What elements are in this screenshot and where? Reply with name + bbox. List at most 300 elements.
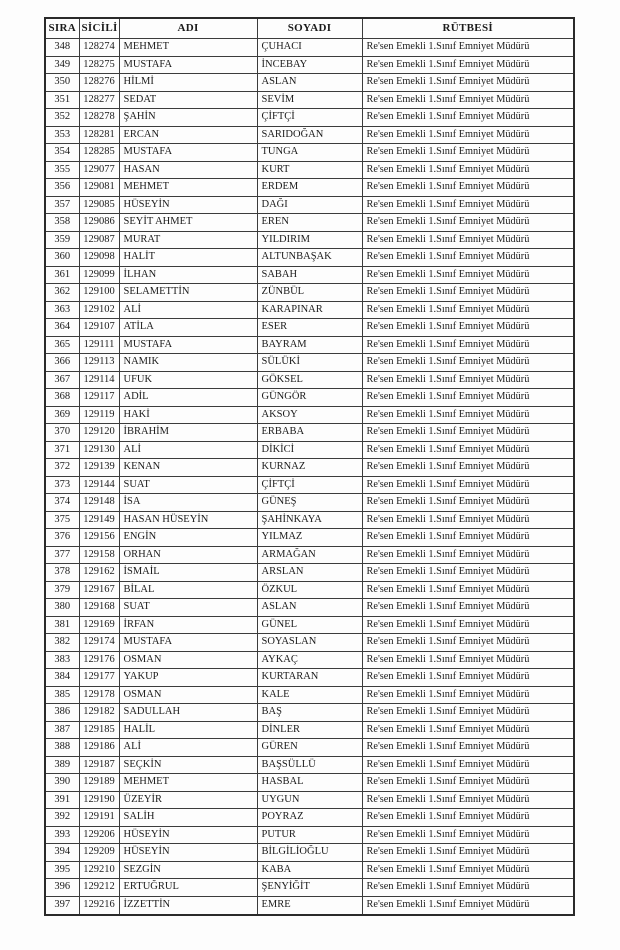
sira-cell: 390 — [45, 774, 79, 792]
table-row — [45, 476, 574, 494]
rutbe-cell: Re'sen Emekli 1.Sınıf Emniyet Müdürü — [362, 704, 574, 722]
sira-cell: 349 — [45, 56, 79, 74]
rutbe-cell: Re'sen Emekli 1.Sınıf Emniyet Müdürü — [362, 109, 574, 127]
soyadi-cell: SÜLÜKİ — [257, 354, 362, 372]
soyadi-cell: ESER — [257, 319, 362, 337]
sicil-cell: 129119 — [79, 406, 119, 424]
soyadi-cell: YILMAZ — [257, 529, 362, 547]
sira-cell: 379 — [45, 581, 79, 599]
table-row — [45, 844, 574, 862]
adi-cell: MURAT — [119, 231, 257, 249]
sicil-cell: 129174 — [79, 634, 119, 652]
soyadi-cell: KURNAZ — [257, 459, 362, 477]
adi-cell: ALİ — [119, 301, 257, 319]
rutbe-cell: Re'sen Emekli 1.Sınıf Emniyet Müdürü — [362, 354, 574, 372]
sira-cell: 359 — [45, 231, 79, 249]
soyadi-cell: ARMAĞAN — [257, 546, 362, 564]
rutbe-cell: Re'sen Emekli 1.Sınıf Emniyet Müdürü — [362, 249, 574, 267]
sicil-cell: 129148 — [79, 494, 119, 512]
sicil-cell: 129117 — [79, 389, 119, 407]
sira-cell: 368 — [45, 389, 79, 407]
rutbe-cell: Re'sen Emekli 1.Sınıf Emniyet Müdürü — [362, 74, 574, 92]
soyadi-cell: GÖKSEL — [257, 371, 362, 389]
rutbe-cell: Re'sen Emekli 1.Sınıf Emniyet Müdürü — [362, 809, 574, 827]
table-row — [45, 371, 574, 389]
soyadi-cell: AKSOY — [257, 406, 362, 424]
rutbe-cell: Re'sen Emekli 1.Sınıf Emniyet Müdürü — [362, 634, 574, 652]
sicil-cell: 129130 — [79, 441, 119, 459]
sira-cell: 388 — [45, 739, 79, 757]
rutbe-cell: Re'sen Emekli 1.Sınıf Emniyet Müdürü — [362, 686, 574, 704]
soyadi-cell: ÇUHACI — [257, 39, 362, 57]
sira-cell: 363 — [45, 301, 79, 319]
sira-cell: 373 — [45, 476, 79, 494]
soyadi-cell: HASBAL — [257, 774, 362, 792]
adi-cell: MUSTAFA — [119, 336, 257, 354]
rutbe-cell: Re'sen Emekli 1.Sınıf Emniyet Müdürü — [362, 266, 574, 284]
adi-cell: ENGİN — [119, 529, 257, 547]
rutbe-cell: Re'sen Emekli 1.Sınıf Emniyet Müdürü — [362, 861, 574, 879]
sicil-cell: 129177 — [79, 669, 119, 687]
soyadi-cell: TUNGA — [257, 144, 362, 162]
adi-cell: HÜSEYİN — [119, 826, 257, 844]
soyadi-cell: ASLAN — [257, 74, 362, 92]
sicil-cell: 129111 — [79, 336, 119, 354]
adi-cell: MUSTAFA — [119, 56, 257, 74]
table-row — [45, 511, 574, 529]
table-row — [45, 441, 574, 459]
rutbe-cell: Re'sen Emekli 1.Sınıf Emniyet Müdürü — [362, 756, 574, 774]
sicil-cell: 129185 — [79, 721, 119, 739]
sira-cell: 369 — [45, 406, 79, 424]
sicil-cell: 129113 — [79, 354, 119, 372]
sicil-cell: 129077 — [79, 161, 119, 179]
sira-cell: 385 — [45, 686, 79, 704]
adi-cell: İRFAN — [119, 616, 257, 634]
sira-cell: 386 — [45, 704, 79, 722]
rutbe-cell: Re'sen Emekli 1.Sınıf Emniyet Müdürü — [362, 179, 574, 197]
sira-cell: 365 — [45, 336, 79, 354]
rutbe-cell: Re'sen Emekli 1.Sınıf Emniyet Müdürü — [362, 651, 574, 669]
rutbe-cell: Re'sen Emekli 1.Sınıf Emniyet Müdürü — [362, 371, 574, 389]
table-row — [45, 616, 574, 634]
sicil-cell: 129182 — [79, 704, 119, 722]
soyadi-cell: ÖZKUL — [257, 581, 362, 599]
rutbe-cell: Re'sen Emekli 1.Sınıf Emniyet Müdürü — [362, 126, 574, 144]
sicil-cell: 128276 — [79, 74, 119, 92]
soyadi-cell: DİKİCİ — [257, 441, 362, 459]
sicil-cell: 129107 — [79, 319, 119, 337]
rutbe-cell: Re'sen Emekli 1.Sınıf Emniyet Müdürü — [362, 441, 574, 459]
sicil-cell: 129176 — [79, 651, 119, 669]
rutbe-cell: Re'sen Emekli 1.Sınıf Emniyet Müdürü — [362, 196, 574, 214]
sicil-cell: 129168 — [79, 599, 119, 617]
table-row — [45, 214, 574, 232]
table-row — [45, 424, 574, 442]
sicil-cell: 129087 — [79, 231, 119, 249]
sicil-cell: 128285 — [79, 144, 119, 162]
table-row — [45, 56, 574, 74]
sira-cell: 394 — [45, 844, 79, 862]
table-row — [45, 336, 574, 354]
soyadi-cell: İNCEBAY — [257, 56, 362, 74]
rutbe-cell: Re'sen Emekli 1.Sınıf Emniyet Müdürü — [362, 511, 574, 529]
adi-cell: İSA — [119, 494, 257, 512]
table-row — [45, 721, 574, 739]
sicil-cell: 128281 — [79, 126, 119, 144]
soyadi-cell: KABA — [257, 861, 362, 879]
sicil-cell: 128278 — [79, 109, 119, 127]
rutbe-cell: Re'sen Emekli 1.Sınıf Emniyet Müdürü — [362, 91, 574, 109]
adi-cell: İZZETTİN — [119, 896, 257, 915]
sira-cell: 362 — [45, 284, 79, 302]
soyadi-cell: ALTUNBAŞAK — [257, 249, 362, 267]
table-row — [45, 494, 574, 512]
column-header-rutbe: RÜTBESİ — [362, 18, 574, 39]
sicil-cell: 129210 — [79, 861, 119, 879]
column-header-adi: ADI — [119, 18, 257, 39]
table-row — [45, 704, 574, 722]
adi-cell: ERCAN — [119, 126, 257, 144]
sira-cell: 397 — [45, 896, 79, 915]
rutbe-cell: Re'sen Emekli 1.Sınıf Emniyet Müdürü — [362, 826, 574, 844]
soyadi-cell: SEVİM — [257, 91, 362, 109]
sira-cell: 348 — [45, 39, 79, 57]
sicil-cell: 129102 — [79, 301, 119, 319]
adi-cell: MUSTAFA — [119, 144, 257, 162]
table-row — [45, 791, 574, 809]
rutbe-cell: Re'sen Emekli 1.Sınıf Emniyet Müdürü — [362, 774, 574, 792]
sicil-cell: 128275 — [79, 56, 119, 74]
sira-cell: 372 — [45, 459, 79, 477]
soyadi-cell: GÜNEL — [257, 616, 362, 634]
adi-cell: HAKİ — [119, 406, 257, 424]
sicil-cell: 129209 — [79, 844, 119, 862]
adi-cell: HASAN — [119, 161, 257, 179]
sira-cell: 376 — [45, 529, 79, 547]
column-header-sira: SIRA — [45, 18, 79, 39]
rutbe-cell: Re'sen Emekli 1.Sınıf Emniyet Müdürü — [362, 494, 574, 512]
rutbe-cell: Re'sen Emekli 1.Sınıf Emniyet Müdürü — [362, 319, 574, 337]
sicil-cell: 129100 — [79, 284, 119, 302]
sicil-cell: 129149 — [79, 511, 119, 529]
sicil-cell: 129216 — [79, 896, 119, 915]
sicil-cell: 129186 — [79, 739, 119, 757]
sira-cell: 387 — [45, 721, 79, 739]
table-body — [45, 39, 574, 916]
adi-cell: SEÇKİN — [119, 756, 257, 774]
rutbe-cell: Re'sen Emekli 1.Sınıf Emniyet Müdürü — [362, 336, 574, 354]
table-row — [45, 91, 574, 109]
soyadi-cell: GÜNGÖR — [257, 389, 362, 407]
soyadi-cell: BAYRAM — [257, 336, 362, 354]
sira-cell: 382 — [45, 634, 79, 652]
sicil-cell: 129162 — [79, 564, 119, 582]
adi-cell: ATİLA — [119, 319, 257, 337]
sira-cell: 366 — [45, 354, 79, 372]
sicil-cell: 129114 — [79, 371, 119, 389]
table-row — [45, 879, 574, 897]
soyadi-cell: EMRE — [257, 896, 362, 915]
sira-cell: 396 — [45, 879, 79, 897]
sira-cell: 383 — [45, 651, 79, 669]
table-row — [45, 179, 574, 197]
adi-cell: SEZGİN — [119, 861, 257, 879]
adi-cell: ORHAN — [119, 546, 257, 564]
sicil-cell: 129081 — [79, 179, 119, 197]
adi-cell: BİLAL — [119, 581, 257, 599]
sira-cell: 371 — [45, 441, 79, 459]
table-row — [45, 739, 574, 757]
adi-cell: ADİL — [119, 389, 257, 407]
soyadi-cell: KARAPINAR — [257, 301, 362, 319]
adi-cell: ERTUĞRUL — [119, 879, 257, 897]
adi-cell: UFUK — [119, 371, 257, 389]
sicil-cell: 129120 — [79, 424, 119, 442]
table-row — [45, 231, 574, 249]
table-row — [45, 651, 574, 669]
soyadi-cell: YILDIRIM — [257, 231, 362, 249]
table-row — [45, 669, 574, 687]
sira-cell: 353 — [45, 126, 79, 144]
soyadi-cell: KALE — [257, 686, 362, 704]
table-row — [45, 774, 574, 792]
adi-cell: MEHMET — [119, 39, 257, 57]
adi-cell: İBRAHİM — [119, 424, 257, 442]
sira-cell: 357 — [45, 196, 79, 214]
sicil-cell: 129086 — [79, 214, 119, 232]
sira-cell: 374 — [45, 494, 79, 512]
adi-cell: HASAN HÜSEYİN — [119, 511, 257, 529]
adi-cell: HÜSEYİN — [119, 844, 257, 862]
soyadi-cell: EREN — [257, 214, 362, 232]
sira-cell: 377 — [45, 546, 79, 564]
table-row — [45, 529, 574, 547]
sira-cell: 360 — [45, 249, 79, 267]
rutbe-cell: Re'sen Emekli 1.Sınıf Emniyet Müdürü — [362, 564, 574, 582]
table-row — [45, 196, 574, 214]
table-row — [45, 459, 574, 477]
rutbe-cell: Re'sen Emekli 1.Sınıf Emniyet Müdürü — [362, 459, 574, 477]
adi-cell: HALİL — [119, 721, 257, 739]
table-row — [45, 284, 574, 302]
table-row — [45, 581, 574, 599]
table-row — [45, 826, 574, 844]
rutbe-cell: Re'sen Emekli 1.Sınıf Emniyet Müdürü — [362, 301, 574, 319]
sicil-cell: 128274 — [79, 39, 119, 57]
table-row — [45, 161, 574, 179]
soyadi-cell: ÇİFTÇİ — [257, 109, 362, 127]
soyadi-cell: DAĞI — [257, 196, 362, 214]
sira-cell: 352 — [45, 109, 79, 127]
sicil-cell: 129212 — [79, 879, 119, 897]
sira-cell: 378 — [45, 564, 79, 582]
adi-cell: YAKUP — [119, 669, 257, 687]
sicil-cell: 129178 — [79, 686, 119, 704]
adi-cell: İSMAİL — [119, 564, 257, 582]
rutbe-cell: Re'sen Emekli 1.Sınıf Emniyet Müdürü — [362, 844, 574, 862]
sicil-cell: 129187 — [79, 756, 119, 774]
sicil-cell: 129144 — [79, 476, 119, 494]
sicil-cell: 129169 — [79, 616, 119, 634]
sira-cell: 380 — [45, 599, 79, 617]
soyadi-cell: BAŞSÜLLÜ — [257, 756, 362, 774]
rutbe-cell: Re'sen Emekli 1.Sınıf Emniyet Müdürü — [362, 791, 574, 809]
sira-cell: 350 — [45, 74, 79, 92]
sicil-cell: 129139 — [79, 459, 119, 477]
rutbe-cell: Re'sen Emekli 1.Sınıf Emniyet Müdürü — [362, 39, 574, 57]
soyadi-cell: ŞAHİNKAYA — [257, 511, 362, 529]
soyadi-cell: ERBABA — [257, 424, 362, 442]
adi-cell: SUAT — [119, 599, 257, 617]
sira-cell: 395 — [45, 861, 79, 879]
table-row — [45, 109, 574, 127]
table-row — [45, 809, 574, 827]
table-row — [45, 389, 574, 407]
adi-cell: SELAMETTİN — [119, 284, 257, 302]
sira-cell: 375 — [45, 511, 79, 529]
adi-cell: ALİ — [119, 739, 257, 757]
table-row — [45, 406, 574, 424]
rutbe-cell: Re'sen Emekli 1.Sınıf Emniyet Müdürü — [362, 144, 574, 162]
sira-cell: 389 — [45, 756, 79, 774]
rutbe-cell: Re'sen Emekli 1.Sınıf Emniyet Müdürü — [362, 879, 574, 897]
sira-cell: 381 — [45, 616, 79, 634]
soyadi-cell: ZÜNBÜL — [257, 284, 362, 302]
adi-cell: MEHMET — [119, 179, 257, 197]
table-row — [45, 319, 574, 337]
table-row — [45, 599, 574, 617]
soyadi-cell: ERDEM — [257, 179, 362, 197]
adi-cell: SUAT — [119, 476, 257, 494]
soyadi-cell: SARIDOĞAN — [257, 126, 362, 144]
soyadi-cell: GÜREN — [257, 739, 362, 757]
table-row — [45, 564, 574, 582]
rutbe-cell: Re'sen Emekli 1.Sınıf Emniyet Müdürü — [362, 476, 574, 494]
soyadi-cell: POYRAZ — [257, 809, 362, 827]
rutbe-cell: Re'sen Emekli 1.Sınıf Emniyet Müdürü — [362, 669, 574, 687]
rutbe-cell: Re'sen Emekli 1.Sınıf Emniyet Müdürü — [362, 406, 574, 424]
sicil-cell: 129156 — [79, 529, 119, 547]
sicil-cell: 129158 — [79, 546, 119, 564]
sicil-cell: 129189 — [79, 774, 119, 792]
rutbe-cell: Re'sen Emekli 1.Sınıf Emniyet Müdürü — [362, 896, 574, 915]
soyadi-cell: PUTUR — [257, 826, 362, 844]
column-header-sicil: SİCİLİ — [79, 18, 119, 39]
column-header-soyadi: SOYADI — [257, 18, 362, 39]
adi-cell: ALİ — [119, 441, 257, 459]
rutbe-cell: Re'sen Emekli 1.Sınıf Emniyet Müdürü — [362, 424, 574, 442]
table-row — [45, 301, 574, 319]
table-row — [45, 546, 574, 564]
adi-cell: MEHMET — [119, 774, 257, 792]
rutbe-cell: Re'sen Emekli 1.Sınıf Emniyet Müdürü — [362, 231, 574, 249]
adi-cell: HİLMİ — [119, 74, 257, 92]
soyadi-cell: ŞENYİĞİT — [257, 879, 362, 897]
personnel-table-container — [44, 17, 573, 916]
table-row — [45, 861, 574, 879]
rutbe-cell: Re'sen Emekli 1.Sınıf Emniyet Müdürü — [362, 721, 574, 739]
sira-cell: 391 — [45, 791, 79, 809]
table-row — [45, 634, 574, 652]
soyadi-cell: KURT — [257, 161, 362, 179]
adi-cell: SALİH — [119, 809, 257, 827]
sira-cell: 393 — [45, 826, 79, 844]
soyadi-cell: ARSLAN — [257, 564, 362, 582]
rutbe-cell: Re'sen Emekli 1.Sınıf Emniyet Müdürü — [362, 581, 574, 599]
table-row — [45, 249, 574, 267]
rutbe-cell: Re'sen Emekli 1.Sınıf Emniyet Müdürü — [362, 56, 574, 74]
sira-cell: 361 — [45, 266, 79, 284]
sira-cell: 358 — [45, 214, 79, 232]
sira-cell: 384 — [45, 669, 79, 687]
table-row — [45, 74, 574, 92]
adi-cell: OSMAN — [119, 686, 257, 704]
sira-cell: 370 — [45, 424, 79, 442]
adi-cell: MUSTAFA — [119, 634, 257, 652]
table-row — [45, 39, 574, 57]
adi-cell: OSMAN — [119, 651, 257, 669]
sira-cell: 351 — [45, 91, 79, 109]
sira-cell: 392 — [45, 809, 79, 827]
soyadi-cell: BİLGİLİOĞLU — [257, 844, 362, 862]
sicil-cell: 129085 — [79, 196, 119, 214]
rutbe-cell: Re'sen Emekli 1.Sınıf Emniyet Müdürü — [362, 616, 574, 634]
sicil-cell: 129099 — [79, 266, 119, 284]
soyadi-cell: SABAH — [257, 266, 362, 284]
rutbe-cell: Re'sen Emekli 1.Sınıf Emniyet Müdürü — [362, 739, 574, 757]
sira-cell: 355 — [45, 161, 79, 179]
table-row — [45, 126, 574, 144]
rutbe-cell: Re'sen Emekli 1.Sınıf Emniyet Müdürü — [362, 284, 574, 302]
rutbe-cell: Re'sen Emekli 1.Sınıf Emniyet Müdürü — [362, 161, 574, 179]
adi-cell: SEDAT — [119, 91, 257, 109]
table-row — [45, 266, 574, 284]
adi-cell: ÜZEYİR — [119, 791, 257, 809]
adi-cell: NAMIK — [119, 354, 257, 372]
adi-cell: HALİT — [119, 249, 257, 267]
table-row — [45, 354, 574, 372]
sicil-cell: 129167 — [79, 581, 119, 599]
sira-cell: 367 — [45, 371, 79, 389]
sicil-cell: 129190 — [79, 791, 119, 809]
sicil-cell: 129098 — [79, 249, 119, 267]
adi-cell: İLHAN — [119, 266, 257, 284]
soyadi-cell: DİNLER — [257, 721, 362, 739]
rutbe-cell: Re'sen Emekli 1.Sınıf Emniyet Müdürü — [362, 214, 574, 232]
table-row — [45, 686, 574, 704]
sira-cell: 364 — [45, 319, 79, 337]
soyadi-cell: SOYASLAN — [257, 634, 362, 652]
sicil-cell: 129191 — [79, 809, 119, 827]
soyadi-cell: GÜNEŞ — [257, 494, 362, 512]
adi-cell: SADULLAH — [119, 704, 257, 722]
sira-cell: 354 — [45, 144, 79, 162]
sira-cell: 356 — [45, 179, 79, 197]
adi-cell: HÜSEYİN — [119, 196, 257, 214]
adi-cell: KENAN — [119, 459, 257, 477]
rutbe-cell: Re'sen Emekli 1.Sınıf Emniyet Müdürü — [362, 599, 574, 617]
personnel-table — [44, 17, 575, 916]
soyadi-cell: AYKAÇ — [257, 651, 362, 669]
header-row — [45, 18, 574, 39]
table-row — [45, 756, 574, 774]
table-row — [45, 896, 574, 915]
soyadi-cell: ASLAN — [257, 599, 362, 617]
rutbe-cell: Re'sen Emekli 1.Sınıf Emniyet Müdürü — [362, 389, 574, 407]
adi-cell: ŞAHİN — [119, 109, 257, 127]
rutbe-cell: Re'sen Emekli 1.Sınıf Emniyet Müdürü — [362, 529, 574, 547]
